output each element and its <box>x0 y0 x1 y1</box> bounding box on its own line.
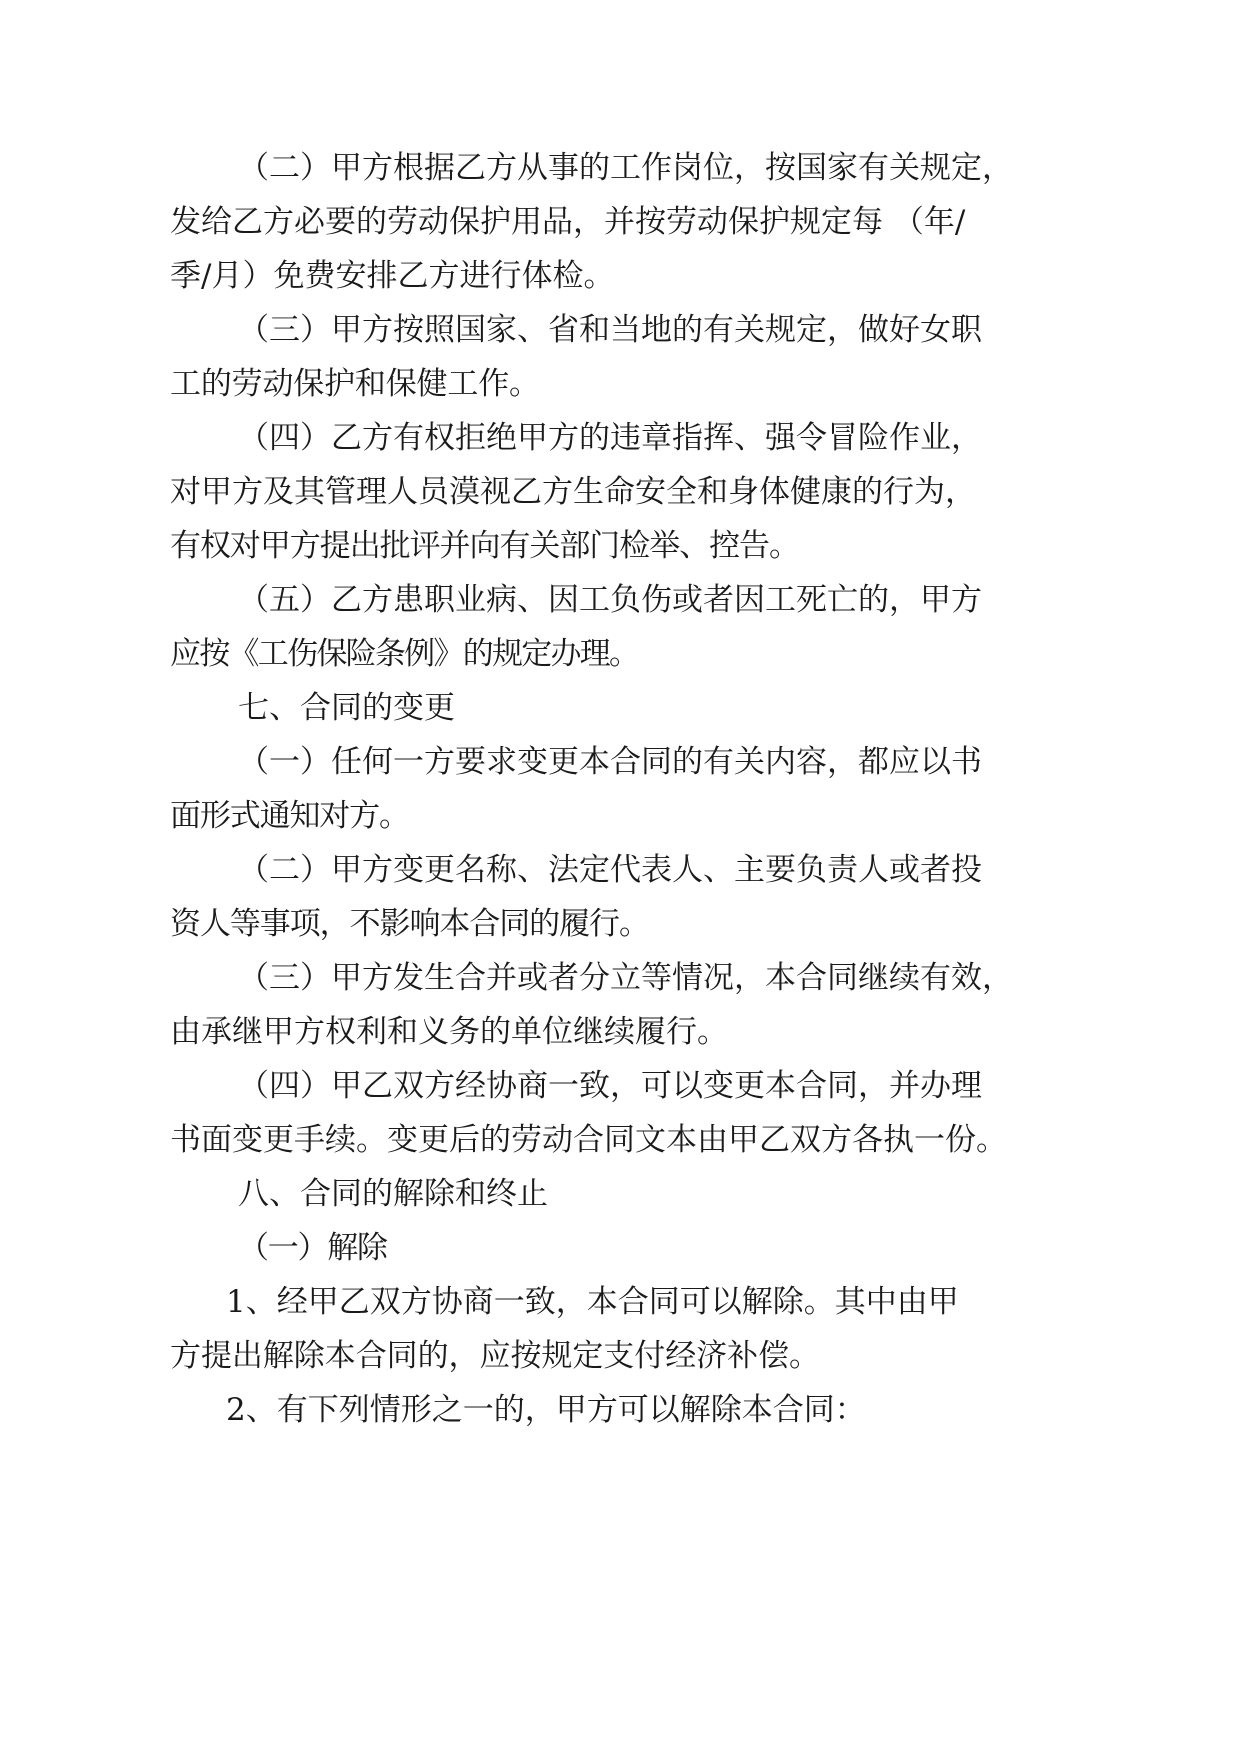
paragraph-line: （五）乙方患职业病、因工负伤或者因工死亡的，甲方 <box>238 582 982 618</box>
paragraph-line: （四）乙方有权拒绝甲方的违章指挥、强令冒险作业， <box>238 420 982 456</box>
paragraph-line: 有权对甲方提出批评并向有关部门检举、控告。 <box>170 528 799 564</box>
paragraph-line: 季/月）免费安排乙方进行体检。 <box>170 258 615 294</box>
section-heading: 七、合同的变更 <box>238 690 455 726</box>
subsection-heading: （一）解除 <box>238 1230 387 1266</box>
section-heading: 八、合同的解除和终止 <box>238 1176 548 1212</box>
paragraph-line: 对甲方及其管理人员漠视乙方生命安全和身体健康的行为， <box>170 474 976 510</box>
paragraph-line: 面形式通知对方。 <box>170 798 409 834</box>
paragraph-line: 工的劳动保护和保健工作。 <box>170 366 540 402</box>
paragraph-line: （二）甲方变更名称、法定代表人、主要负责人或者投 <box>238 852 982 888</box>
paragraph-line: （三）甲方按照国家、省和当地的有关规定，做好女职 <box>238 312 982 348</box>
paragraph-line: （三）甲方发生合并或者分立等情况，本合同继续有效， <box>238 960 1013 996</box>
paragraph-line: 1、经甲乙双方协商一致，本合同可以解除。其中由甲 <box>226 1284 959 1320</box>
paragraph-line: （二）甲方根据乙方从事的工作岗位，按国家有关规定， <box>238 150 1013 186</box>
paragraph-line: 应按《工伤保险条例》的规定办理。 <box>170 636 639 672</box>
paragraph-line: 发给乙方必要的劳动保护用品，并按劳动保护规定每 （年/ <box>170 204 966 240</box>
paragraph-line: 由承继甲方权利和义务的单位继续履行。 <box>170 1014 728 1050</box>
paragraph-line: 书面变更手续。变更后的劳动合同文本由甲乙双方各执一份。 <box>170 1122 1007 1158</box>
paragraph-line: （四）甲乙双方经协商一致，可以变更本合同，并办理 <box>238 1068 982 1104</box>
paragraph-line: （一）任何一方要求变更本合同的有关内容，都应以书 <box>238 744 982 780</box>
paragraph-line: 2、有下列情形之一的，甲方可以解除本合同： <box>226 1392 866 1428</box>
paragraph-line: 资人等事项，不影响本合同的履行。 <box>170 906 649 942</box>
paragraph-line: 方提出解除本合同的，应按规定支付经济补偿。 <box>170 1338 820 1374</box>
